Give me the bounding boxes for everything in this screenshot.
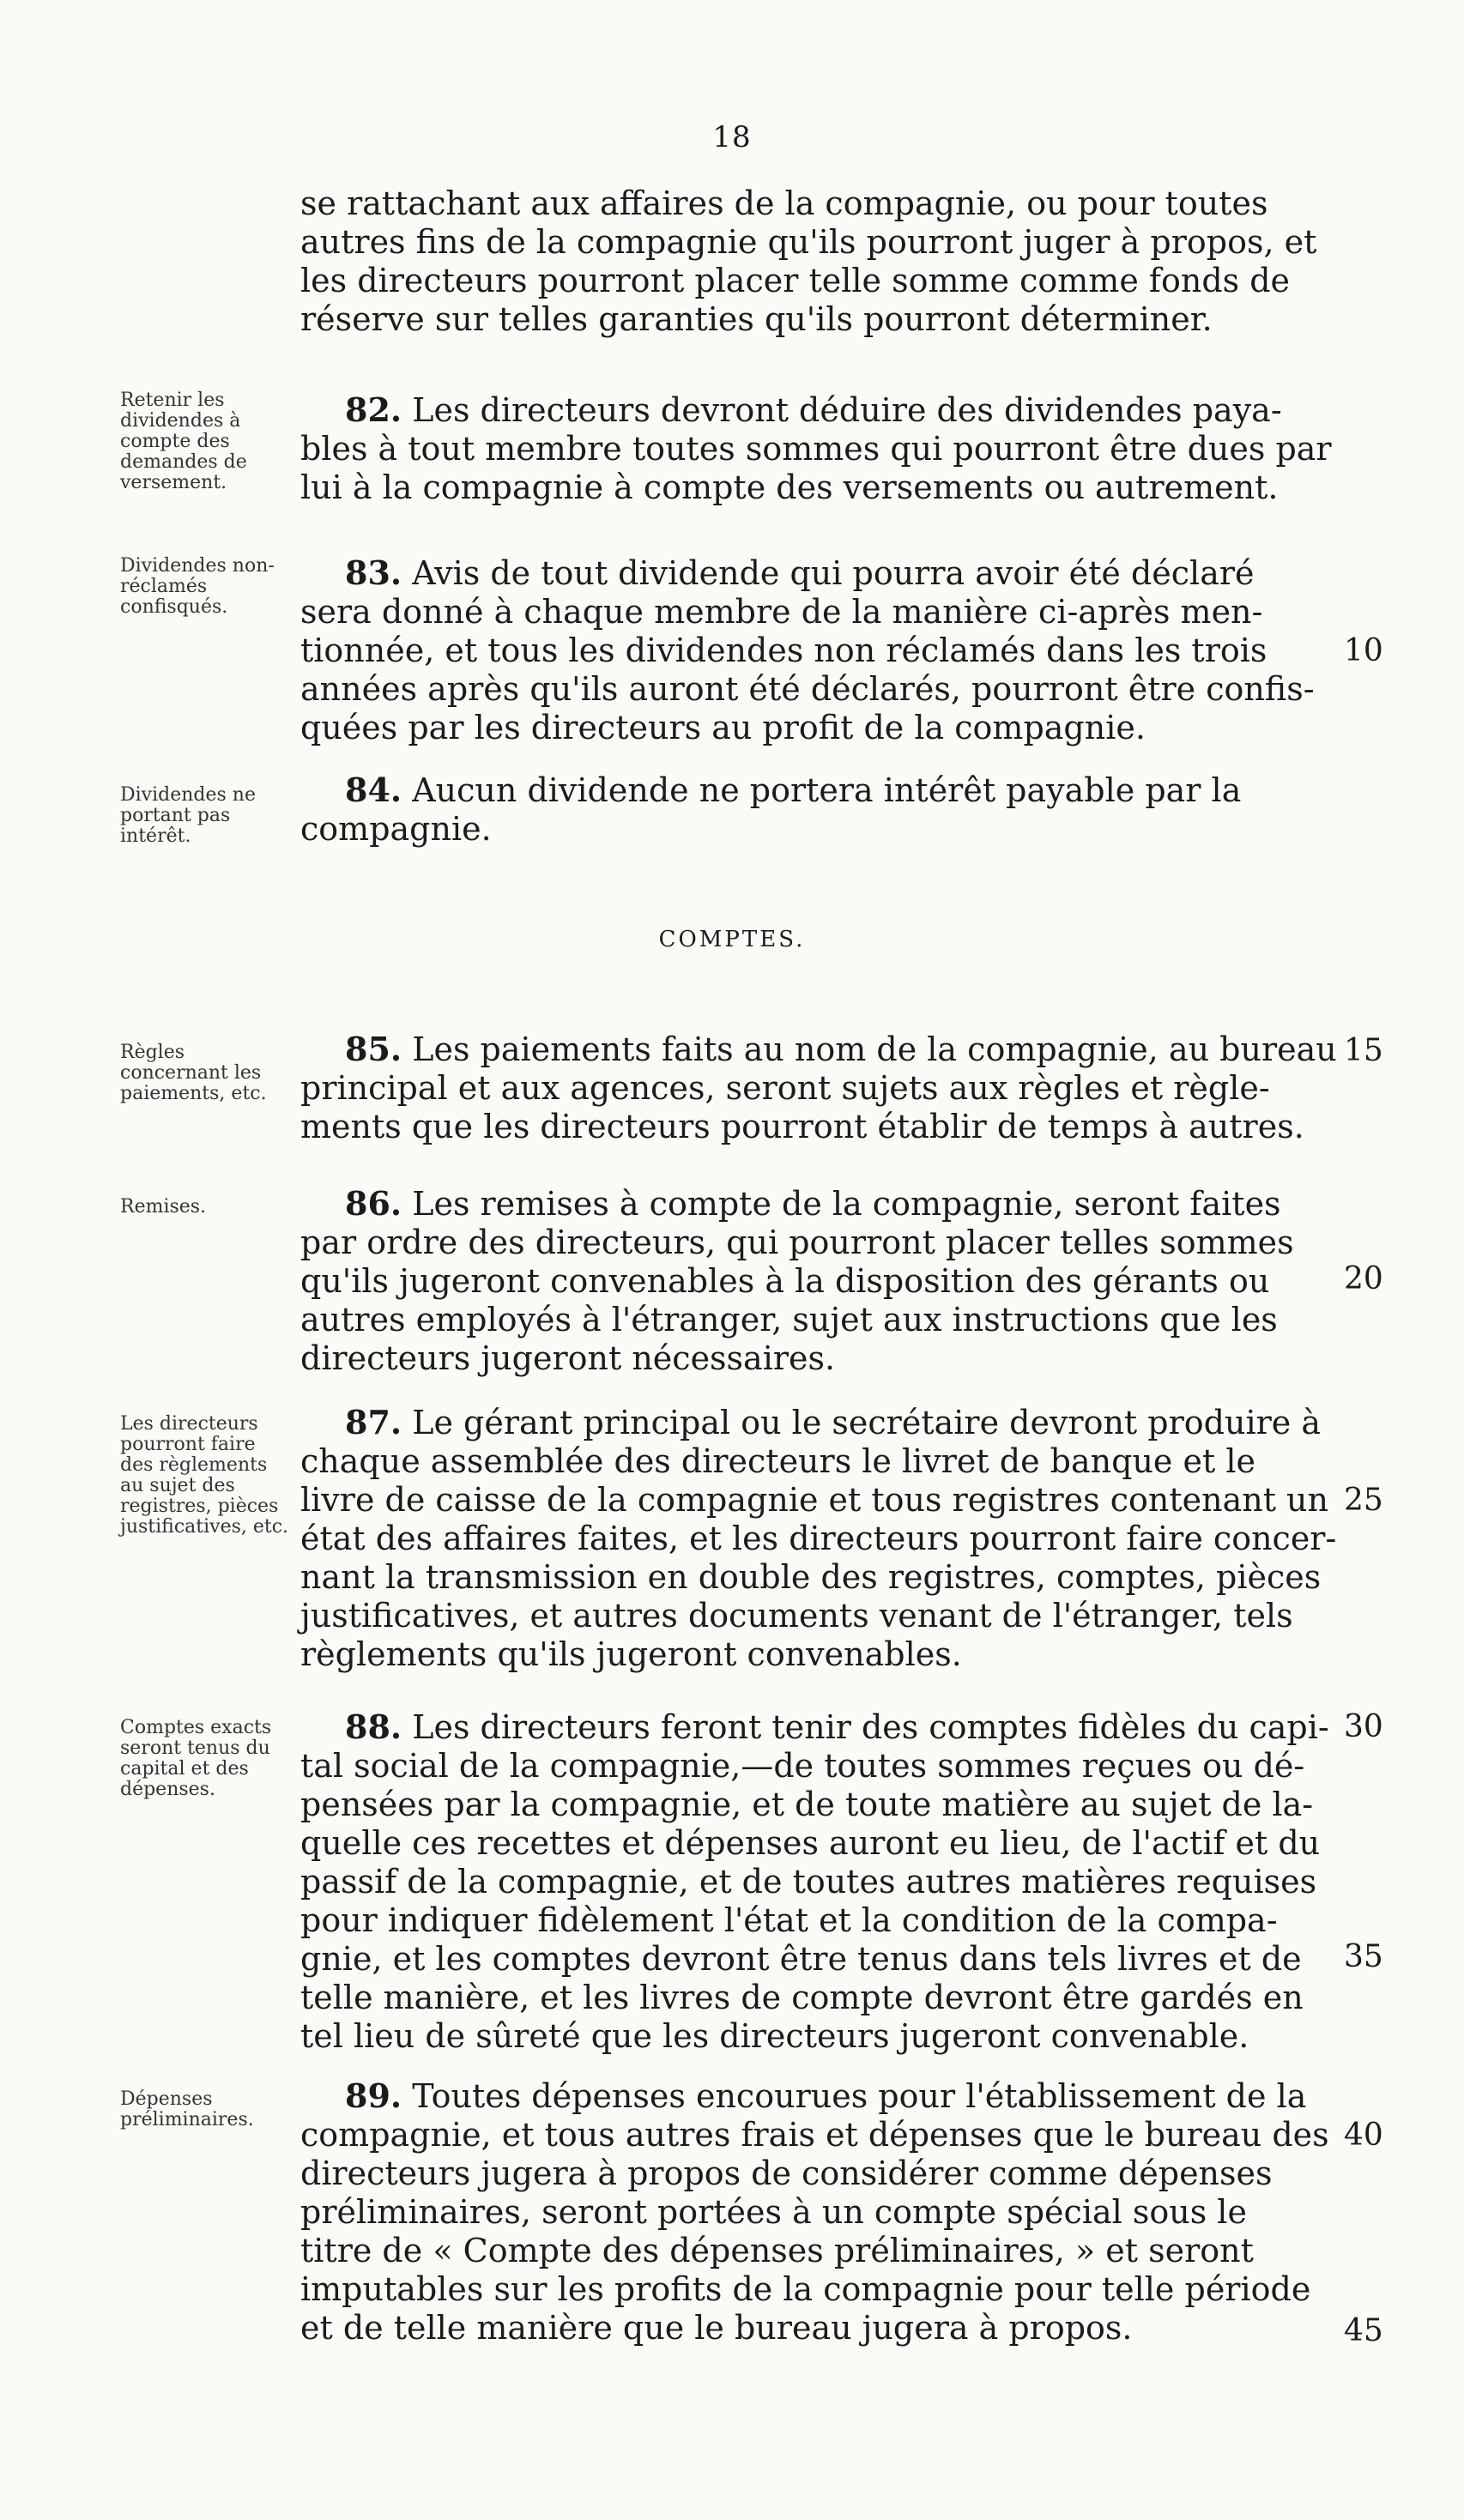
margin-note-83: Dividendes non-réclamés confisqués. [120, 555, 275, 618]
text-line: titre de « Compte des dépenses préliminaires, » et seront [300, 2232, 1254, 2269]
text-line [300, 390, 1339, 430]
text-line: imputables sur les profits de la compagnie pour telle période [300, 2270, 1311, 2308]
text-line: qu'ils jugeront convenables à la disposition des gérants ou [300, 1262, 1270, 1300]
text-line: tionnée, et tous les dividendes non réclamés dans les trois [300, 632, 1267, 669]
line-number: 40 [1344, 2118, 1383, 2153]
margin-note-82: Retenir les dividendes à compte des demandes de versement. [120, 390, 247, 493]
text-line [300, 1707, 1339, 1747]
margin-note-88: Comptes exacts seront tenus du capital et des dépenses. [120, 1717, 272, 1800]
text-line: compagnie, et tous autres frais et dépenses que le bureau des [300, 2116, 1329, 2154]
text-line: principal et aux agences, seront sujets aux règles et règle- [300, 1069, 1270, 1107]
text-line [300, 1184, 1339, 1224]
text-line: années après qu'ils auront été déclarés, pourront être confis- [300, 670, 1315, 708]
text-line: les directeurs pourront placer telle somme comme fonds de [300, 262, 1291, 299]
text-line: règlements qu'ils jugeront convenables. [300, 1635, 962, 1673]
text-line: telle manière, et les livres de compte devront être gardés en [300, 1979, 1304, 2016]
text-line: compagnie. [300, 810, 492, 848]
section-number: 86. [345, 1184, 402, 1223]
text-fragment: Toutes dépenses encourues pour l'établissement de la [412, 2077, 1307, 2115]
text-fragment: Aucun dividende ne portera intérêt payable par la [412, 771, 1242, 809]
text-line: préliminaires, seront portées à un compte spécial sous le [300, 2193, 1247, 2231]
section-number: 85. [345, 1030, 402, 1068]
text-line: quées par les directeurs au profit de la compagnie. [300, 709, 1146, 746]
section-number: 83. [345, 553, 402, 592]
section-82 [300, 390, 1339, 507]
section-number: 87. [345, 1403, 402, 1441]
section-number: 88. [345, 1707, 402, 1746]
section-86 [300, 1184, 1339, 1378]
text-line: pour indiquer fidèlement l'état et la condition de la compa- [300, 1901, 1278, 1939]
section-87 [300, 1403, 1339, 1674]
line-number: 10 [1344, 633, 1383, 668]
line-number: 20 [1344, 1261, 1383, 1296]
line-number: 45 [1344, 2313, 1383, 2348]
text-fragment: Les paiements faits au nom de la compagnie, au bureau [412, 1030, 1337, 1068]
text-fragment: Le gérant principal ou le secrétaire devront produire à [412, 1404, 1321, 1441]
text-line: réserve sur telles garanties qu'ils pourront déterminer. [300, 300, 1213, 338]
text-line: lui à la compagnie à compte des versements ou autrement. [300, 468, 1279, 506]
section-83 [300, 553, 1339, 747]
section-heading: COMPTES. [658, 927, 806, 952]
text-line [300, 1403, 1339, 1442]
section-89 [300, 2076, 1339, 2348]
text-line [300, 553, 1339, 593]
margin-note-84: Dividendes ne portant pas intérêt. [120, 784, 256, 847]
text-line: tel lieu de sûreté que les directeurs jugeront convenable. [300, 2017, 1249, 2055]
text-line: livre de caisse de la compagnie et tous registres contenant un [300, 1481, 1329, 1519]
text-line: tal social de la compagnie,—de toutes sommes reçues ou dé- [300, 1747, 1305, 1785]
text-fragment: Avis de tout dividende qui pourra avoir été déclaré [412, 554, 1255, 592]
text-fragment: Les directeurs devront déduire des dividendes paya- [412, 391, 1282, 429]
section-number: 89. [345, 2076, 402, 2115]
text-line: quelle ces recettes et dépenses auront eu lieu, de l'actif et du [300, 1824, 1321, 1862]
text-line [300, 2076, 1339, 2116]
line-number: 35 [1344, 1939, 1383, 1974]
text-fragment: Les directeurs feront tenir des comptes fidèles du capi- [412, 1708, 1329, 1746]
text-line: nant la transmission en double des registres, comptes, pièces [300, 1558, 1322, 1596]
line-number: 15 [1344, 1033, 1383, 1068]
line-number: 30 [1344, 1709, 1383, 1744]
text-line: chaque assemblée des directeurs le livret de banque et le [300, 1442, 1255, 1480]
section-number: 84. [345, 771, 402, 809]
text-line: directeurs jugeront nécessaires. [300, 1339, 836, 1377]
text-line: directeurs jugera à propos de considérer comme dépenses [300, 2154, 1273, 2192]
text-fragment: Les remises à compte de la compagnie, seront faites [412, 1185, 1281, 1223]
text-line: ments que les directeurs pourront établir de temps à autres. [300, 1108, 1304, 1145]
text-line: autres employés à l'étranger, sujet aux instructions que les [300, 1301, 1278, 1339]
text-line: état des affaires faites, et les directeurs pourront faire concer- [300, 1520, 1337, 1557]
line-number: 25 [1344, 1483, 1383, 1518]
margin-note-87: Les directeurs pourront faire des règlements au sujet des registres, pièces justificatives, etc. [120, 1413, 289, 1538]
text-line [300, 771, 1339, 810]
section-84 [300, 771, 1339, 849]
text-line: et de telle manière que le bureau jugera à propos. [300, 2309, 1133, 2347]
text-line: pensées par la compagnie, et de toute matière au sujet de la- [300, 1786, 1314, 1823]
text-line: autres fins de la compagnie qu'ils pourront juger à propos, et [300, 223, 1317, 261]
margin-note-86: Remises. [120, 1196, 207, 1218]
paragraph-intro [300, 184, 1339, 339]
text-line: se rattachant aux affaires de la compagnie, ou pour toutes [300, 184, 1268, 222]
text-line: par ordre des directeurs, qui pourront placer telles sommes [300, 1224, 1294, 1261]
section-number: 82. [345, 390, 402, 429]
text-line: passif de la compagnie, et de toutes autres matières requises [300, 1863, 1317, 1901]
text-line: bles à tout membre toutes sommes qui pourront être dues par [300, 430, 1332, 468]
text-line: justificatives, et autres documents venant de l'étranger, tels [300, 1597, 1293, 1635]
margin-note-89: Dépenses préliminaires. [120, 2088, 254, 2130]
text-line [300, 1030, 1339, 1069]
section-85 [300, 1030, 1339, 1146]
section-88 [300, 1707, 1339, 2056]
page-number: 18 [712, 120, 752, 154]
margin-note-85: Règles concernant les paiements, etc. [120, 1042, 267, 1104]
text-line: sera donné à chaque membre de la manière ci-après men- [300, 593, 1263, 631]
text-line: gnie, et les comptes devront être tenus dans tels livres et de [300, 1940, 1302, 1978]
